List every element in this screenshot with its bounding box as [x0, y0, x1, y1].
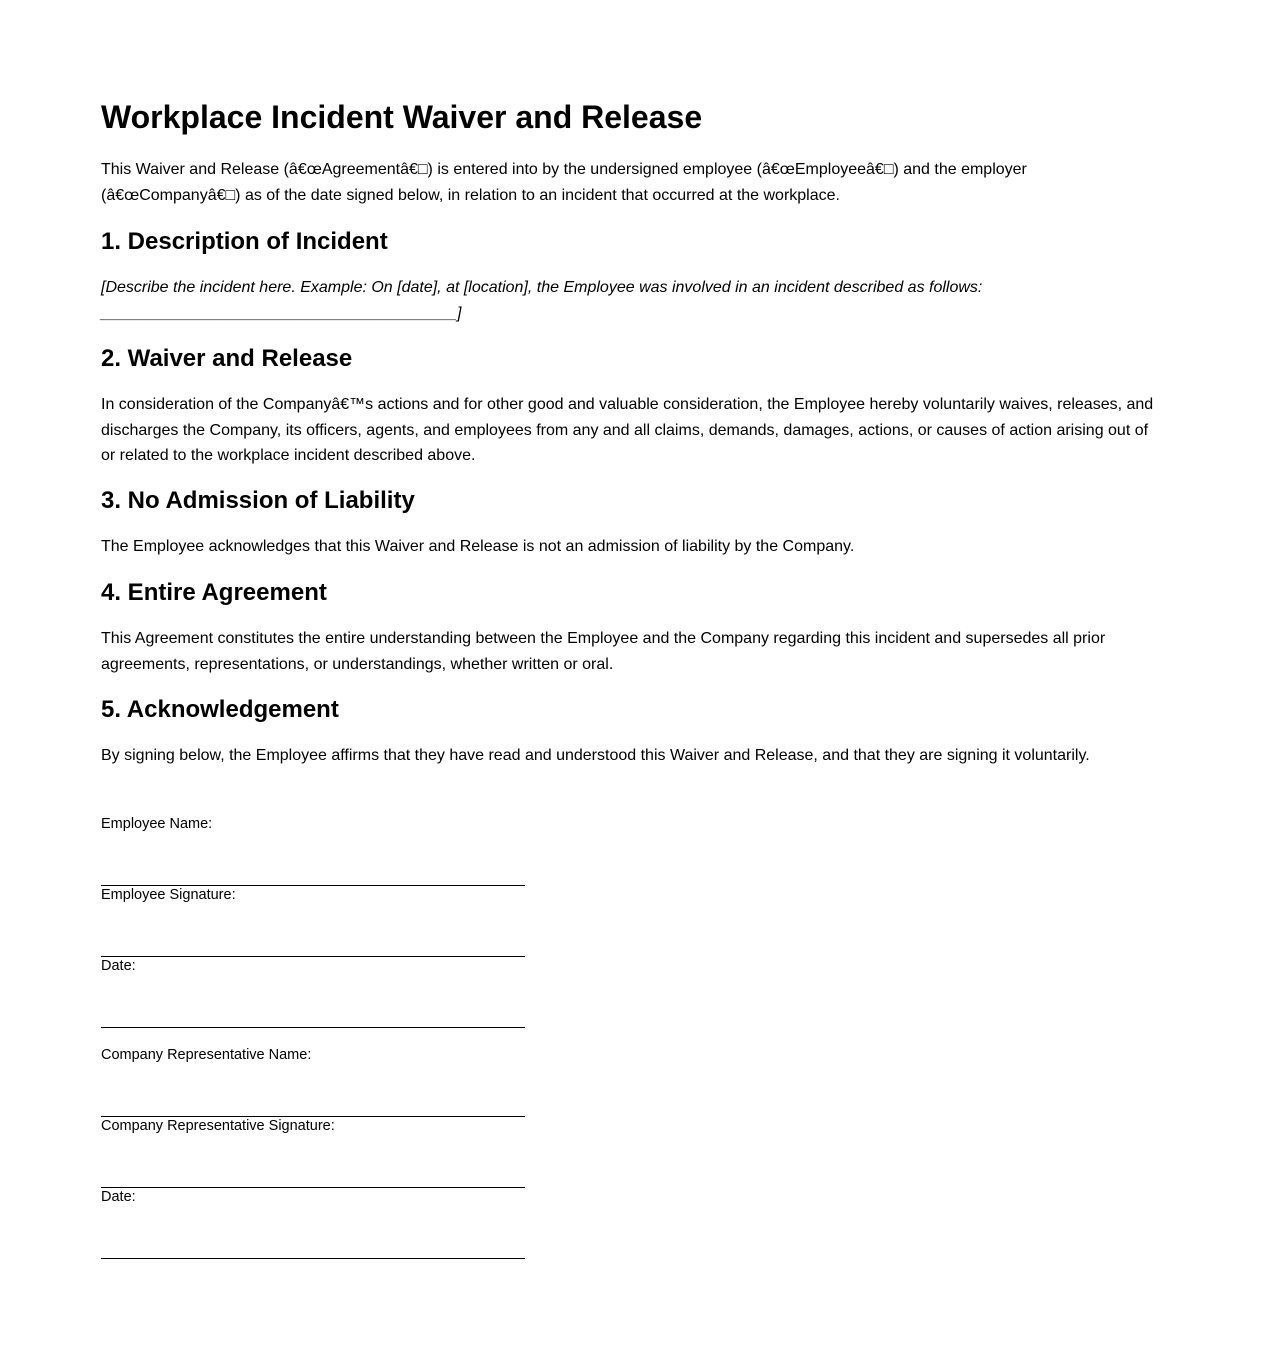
section-acknowledgement-body [101, 743, 1163, 769]
incident-description-placeholder: [Describe the incident here. Example: On [date], at [location], the Employee was involved in an incident described as follows: ________________________________________] [101, 279, 983, 322]
company-rep-name-label: Company Representative Name: [101, 1047, 312, 1063]
section-no-admission-body [101, 534, 1163, 560]
employee-signature-label: Employee Signature: [101, 887, 236, 903]
section-heading: 3. No Admission of Liability [101, 487, 415, 514]
section-description-of-incident [101, 227, 1163, 257]
company-date-label: Date: [101, 1189, 136, 1205]
company-date-field[interactable] [101, 1188, 525, 1259]
employee-signature-block [101, 815, 525, 1028]
section-entire-agreement [101, 578, 1163, 608]
employee-date-field[interactable] [101, 957, 525, 1028]
intro-section [101, 157, 1163, 208]
employee-name-label: Employee Name: [101, 816, 213, 832]
company-signature-block [101, 1046, 525, 1259]
section-entire-agreement-body [101, 626, 1163, 677]
section-paragraph: The Employee acknowledges that this Waiver and Release is not an admission of liability by the Company. [101, 538, 855, 555]
section-paragraph: In consideration of the Companyâ€™s actions and for other good and valuable consideration, the Employee hereby voluntarily waives, releases, and discharges the Company, its officers, agents, and employees from any and all claims, demands, damages, actions, or causes of action arising out of or related to the workplace incident described above. [101, 396, 1154, 465]
document-title: Workplace Incident Waiver and Release [101, 99, 703, 135]
employee-signature-field[interactable] [101, 886, 525, 957]
company-rep-signature-field[interactable] [101, 1117, 525, 1188]
section-description-body [101, 275, 1163, 326]
company-rep-name-field[interactable] [101, 1046, 525, 1117]
intro-paragraph: This Waiver and Release (â€œAgreementâ€□) is entered into by the undersigned employee (â€œEmployeeâ€□) and the employer (â€œCompanyâ€□) as of the date signed below, in relation to an incident that occurred at the workplace. [101, 161, 1027, 204]
section-waiver-body [101, 392, 1163, 469]
section-waiver-and-release [101, 344, 1163, 374]
company-rep-signature-label: Company Representative Signature: [101, 1118, 335, 1134]
section-heading: 1. Description of Incident [101, 228, 388, 255]
employee-date-label: Date: [101, 958, 136, 974]
section-paragraph: By signing below, the Employee affirms that they have read and understood this Waiver and Release, and that they are signing it voluntarily. [101, 747, 1090, 764]
section-acknowledgement [101, 695, 1163, 725]
employee-name-field[interactable] [101, 815, 525, 886]
section-heading: 4. Entire Agreement [101, 579, 327, 606]
section-paragraph: This Agreement constitutes the entire understanding between the Employee and the Company regarding this incident and supersedes all prior agreements, representations, or understandings, whether written or oral. [101, 630, 1106, 673]
section-heading: 2. Waiver and Release [101, 345, 353, 372]
section-heading: 5. Acknowledgement [101, 696, 339, 723]
section-no-admission-of-liability [101, 486, 1163, 516]
